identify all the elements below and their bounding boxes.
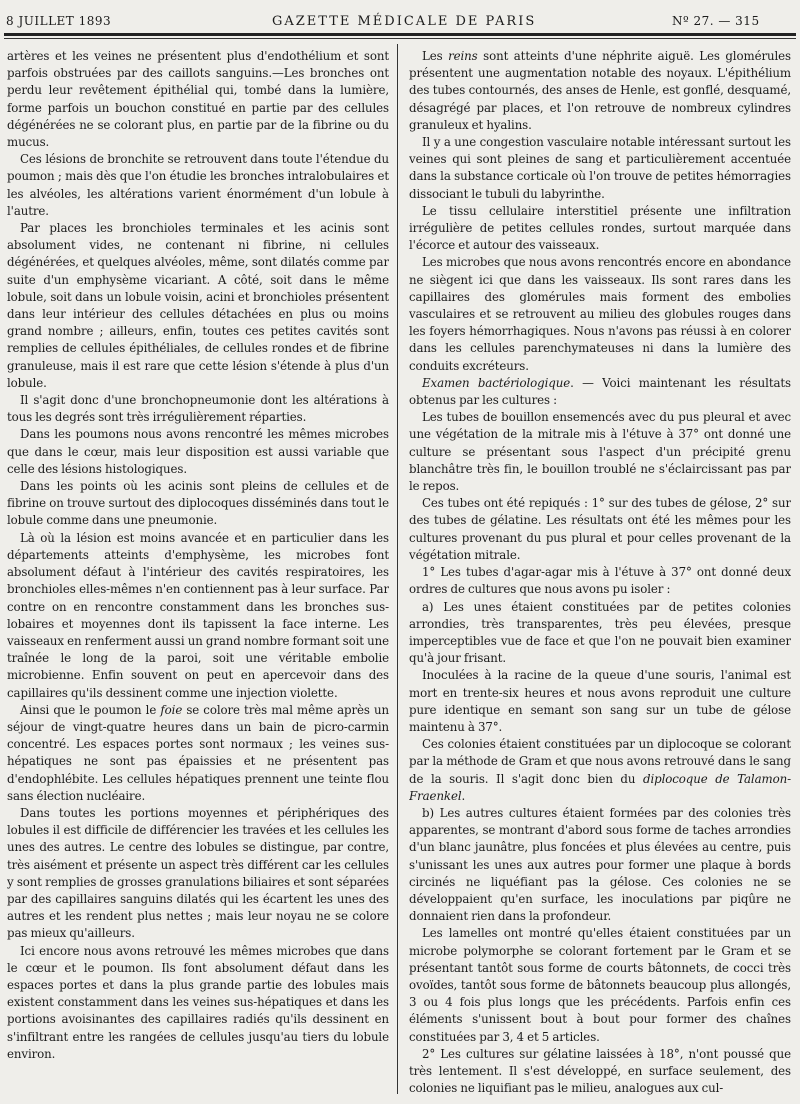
paragraph: b) Les autres cultures étaient formées par des colonies très apparentes, se montrant d'abord sous forme de taches arrondies d'un blanc jaunâtre, plus foncées et plus élevées au centre, puis s'unissant les unes aux autres pour former une plaque à bords circinés ne liquéfiant pas la gélose. Ces colonies ne se développaient qu'en surface, les inoculations par piqûre ne donnaient rien dans la profondeur. [409, 805, 791, 924]
column-separator [397, 44, 398, 1094]
paragraph: Le tissu cellulaire interstitiel présente une infiltration irrégulière de petites cellules rondes, surtout marquée dans l'écorce et autour des vaisseaux. [409, 203, 791, 253]
header-rule-thin [4, 38, 796, 39]
paragraph: Il y a une congestion vasculaire notable intéressant surtout les veines qui sont pleines de sang et particulièrement accentuée dans la substance corticale où l'on trouve de petites hémorragies dissociant le tubuli du labyrinthe. [409, 135, 791, 201]
right-column [409, 48, 791, 1096]
left-column [7, 48, 389, 1096]
header-page-number: Nº 27. — 315 [672, 14, 760, 28]
paragraph: Inoculées à la racine de la queue d'une souris, l'animal est mort en trente-six heures et nous avons reproduit une culture pure identique en semant son sang sur un tube de gélose maintenu à 37°. [409, 668, 791, 734]
header-rule-thick [4, 33, 796, 36]
header-title: GAZETTE MÉDICALE DE PARIS [272, 14, 537, 29]
paragraph: Ici encore nous avons retrouvé les mêmes microbes que dans le cœur et le poumon. Ils font absolument défaut dans les espaces portes et dans la plus grande partie des lobules mais existent constamment dans les veines sus-hépatiques et dans les portions avoisinantes des capillaires radiés qu'ils dessinent en s'infiltrant entre les rangées de cellules jusqu'au tiers du lobule environ. [7, 943, 389, 1061]
header-date: 8 JUILLET 1893 [6, 14, 112, 28]
paragraph: Les tubes de bouillon ensemencés avec du pus pleural et avec une végétation de la mitrale mis à l'étuve à 37° ont donné une culture se présentant sous l'aspect d'un précipité grenu blanchâtre très fin, le bouillon troublé ne s'éclaircissant pas par le repos. [409, 410, 791, 494]
paragraph: Il s'agit donc d'une bronchopneumonie dont les altérations à tous les degrés sont très irrégulièrement réparties. [7, 393, 389, 425]
paragraph: 2° Les cultures sur gélatine laissées à 18°, n'ont poussé que très lentement. Il s'est développé, en surface seulement, des colonies ne liquifiant pas le milieu, analogues aux cul- [409, 1046, 791, 1096]
section-heading-paragraph: Examen bactériologique. — Voici maintenant les résultats obtenus par les cultures : [409, 375, 791, 408]
paragraph: Là où la lésion est moins avancée et en particulier dans les départements atteints d'emphysème, les microbes font absolument défaut à l'intérieur des cavités respiratoires, les bronchioles elles-mêmes n'en contiennent pas à leur surface. Par contre on en rencontre constamment dans les bronches sus-lobaires et moyennes dont ils tapissent la face interne. Les vaisseaux en renferment aussi un grand nombre formant soit une traînée le long de la paroi, soit une véritable embolie microbienne. Enfin souvent on peut en apercevoir dans des capillaires qu'ils dessinent comme une injection violette. [7, 530, 389, 700]
paragraph: a) Les unes étaient constituées par de petites colonies arrondies, très transparentes, très peu élevées, presque imperceptibles vue de face et que l'on ne pouvait bien examiner qu'à jour frisant. [409, 599, 791, 666]
paragraph: Par places les bronchioles terminales et les acinis sont absolument vides, ne contenant ni fibrine, ni cellules dégénérées, et quelques alvéoles, même, sont dilatés comme par suite d'un emphysème vicariant. A côté, soit dans le même lobule, soit dans un lobule voisin, acini et bronchioles présentent dans leur intérieur des cellules détachées en plus ou moins grand nombre ; ailleurs, enfin, toutes ces petites cavités sont remplies de cellules épithéliales, de cellules rondes et de fibrine granuleuse, mais il est rare que cette lésion s'étende à plus d'un lobule. [7, 221, 389, 390]
paragraph: 1° Les tubes d'agar-agar mis à l'étuve à 37° ont donné deux ordres de cultures que nous avons pu isoler : [409, 565, 791, 597]
paragraph: Ces lésions de bronchite se retrouvent dans toute l'étendue du poumon ; mais dès que l'on étudie les bronches intralobulaires et les alvéoles, les altérations varient énormément d'un lobule à l'autre. [7, 152, 389, 218]
paragraph: Dans les poumons nous avons rencontré les mêmes microbes que dans le cœur, mais leur disposition est aussi variable que celle des lésions histologiques. [7, 427, 389, 476]
paragraph: artères et les veines ne présentent plus d'endothélium et sont parfois obstruées par des caillots sanguins.—Les bronches ont perdu leur revêtement épithélial qui, tombé dans la lumière, forme parfois un bouchon constitué en partie par des cellules dégénérées ne se colorant plus, en partie par de la fibrine ou du mucus. [7, 49, 389, 150]
running-header [0, 0, 800, 34]
paragraph: Ainsi que le poumon le foie se colore très mal même après un séjour de vingt-quatre heures dans un bain de picro-carmin concentré. Les espaces portes sont normaux ; les veines sus-hépatiques ne sont pas épaissies et ne présentent pas d'endophlébite. Les cellules hépatiques prennent une teinte flou sans élection nucléaire. [7, 702, 389, 803]
paragraph: Ces tubes ont été repiqués : 1° sur des tubes de gélose, 2° sur des tubes de gélatine. Les résultats ont été les mêmes pour les cultures provenant du pus plural et pour celles provenant de la végétation mitrale. [409, 496, 791, 562]
paragraph: Ces colonies étaient constituées par un diplocoque se colorant par la méthode de Gram et que nous avons retrouvé dans le sang de la souris. Il s'agit donc bien du diplocoque de Talamon-Fraenkel. [409, 737, 791, 803]
paragraph: Les reins sont atteints d'une néphrite aiguë. Les glomérules présentent une augmentation notable des noyaux. L'épithélium des tubes contournés, des anses de Henle, est gonflé, desquamé, désagrégé par places, et l'on retrouve de nombreux cylindres granuleux et hyalins. [409, 49, 791, 132]
paragraph: Dans toutes les portions moyennes et périphériques des lobules il est difficile de différencier les travées et les cellules les unes des autres. Le centre des lobules se distingue, par contre, très aisément et présente un aspect très différent car les cellules y sont remplies de grosses granulations biliaires et sont séparées par des capillaires sanguins dilatés qui les écartent les unes des autres et les rendent plus nettes ; mais leur noyau ne se colore pas mieux qu'ailleurs. [7, 805, 389, 941]
paragraph: Dans les points où les acinis sont pleins de cellules et de fibrine on trouve surtout des diplocoques disséminés dans tout le lobule comme dans une pneumonie. [7, 479, 389, 528]
paragraph: Les lamelles ont montré qu'elles étaient constituées par un microbe polymorphe se colorant fortement par le Gram et se présentant tantôt sous forme de courts bâtonnets, de cocci très ovoïdes, tantôt sous forme de bâtonnets beaucoup plus allongés, 3 ou 4 fois plus longs que les précédents. Parfois enfin ces éléments s'unissent bout à bout pour former des chaînes constituées par 3, 4 et 5 articles. [409, 926, 791, 1044]
paragraph: Les microbes que nous avons rencontrés encore en abondance ne siègent ici que dans les vaisseaux. Ils sont rares dans les capillaires des glomérules mais forment des embolies vasculaires et se retrouvent au milieu des globules rouges dans les foyers hémorrhagiques. Nous n'avons pas réussi à en colorer dans les cellules parenchymateuses ni dans la lumière des conduits excréteurs. [409, 255, 791, 373]
